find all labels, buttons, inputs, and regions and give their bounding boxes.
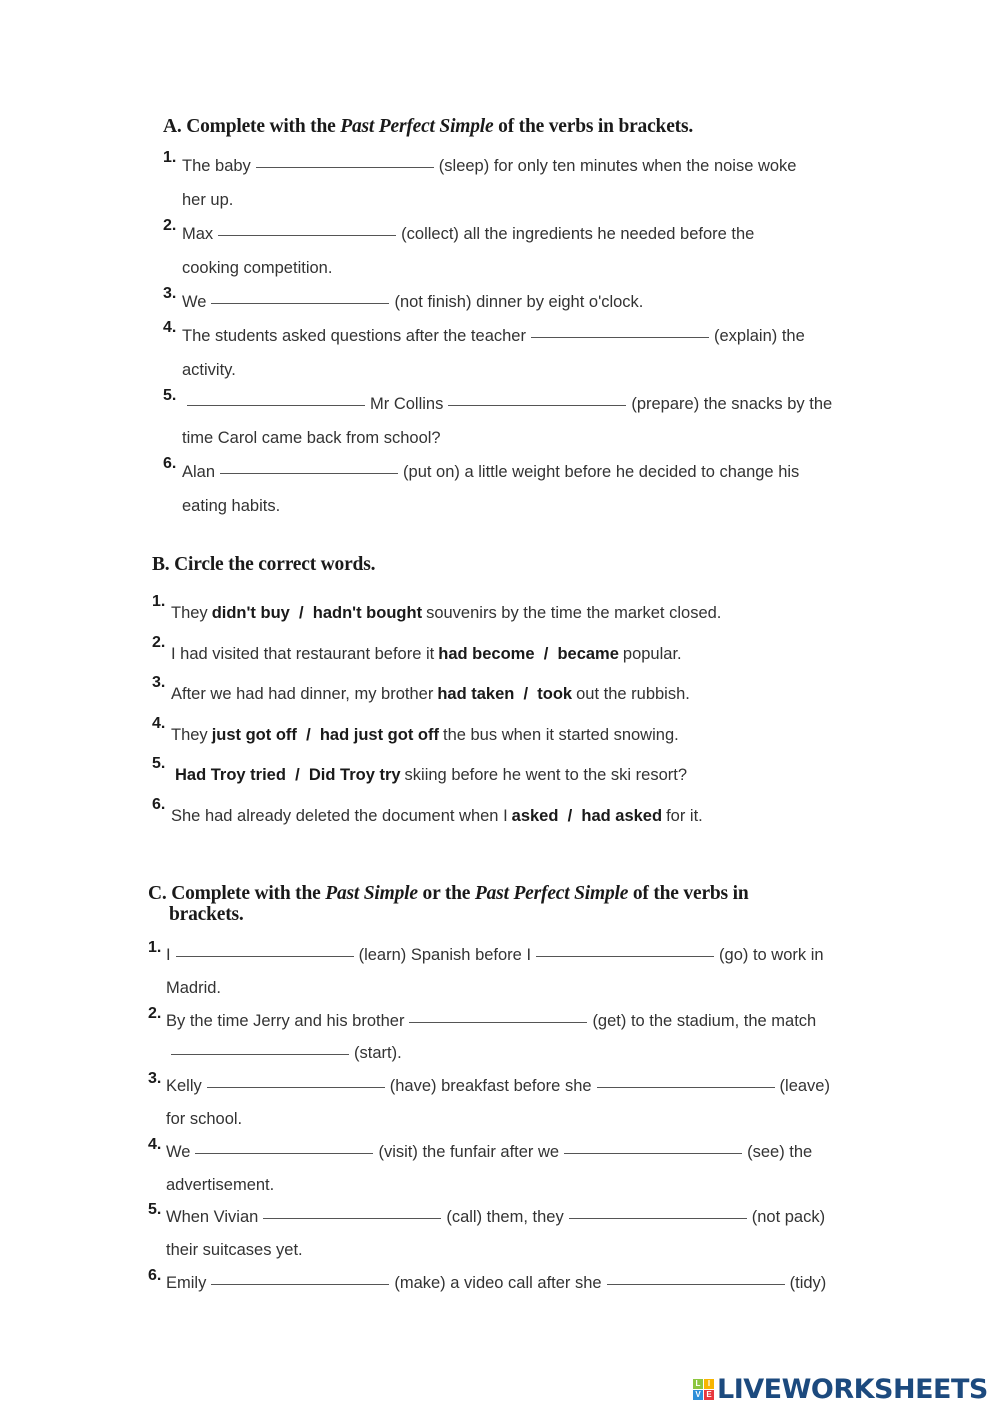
item-number: 2.	[148, 1004, 162, 1022]
item-text: Alan	[182, 463, 216, 481]
exercise-item	[163, 285, 832, 319]
exercise-item	[148, 1201, 830, 1267]
item-text: (tidy)	[789, 1273, 827, 1292]
item-line	[148, 972, 830, 1005]
exercise-item	[163, 149, 832, 217]
item-line	[152, 593, 721, 634]
word-choice-option[interactable]: Had Troy tried / Did Troy try	[175, 766, 401, 785]
item-line	[163, 421, 832, 455]
exercise-item	[152, 593, 721, 634]
item-text: (leave)	[779, 1077, 830, 1096]
answer-blank-input[interactable]	[569, 1217, 747, 1219]
heading-italic: Past Perfect Simple	[340, 116, 494, 137]
item-line	[148, 1169, 830, 1202]
item-line	[163, 319, 832, 353]
answer-blank-input[interactable]	[263, 1217, 441, 1219]
item-number: 6.	[148, 1266, 162, 1284]
heading-text: A. Complete with the	[163, 116, 341, 137]
item-number: 3.	[152, 674, 166, 692]
item-number: 5.	[163, 387, 177, 404]
item-text: They	[171, 725, 208, 744]
answer-blank-input[interactable]	[211, 302, 389, 304]
answer-blank-input[interactable]	[211, 1283, 389, 1285]
item-text: She had already deleted the document when I	[171, 806, 508, 825]
item-text: Mr Collins	[370, 395, 444, 413]
word-choice-option[interactable]: had taken / took	[437, 685, 573, 704]
item-line	[148, 1234, 830, 1267]
item-line	[152, 674, 721, 715]
item-line	[163, 489, 832, 523]
item-text: advertisement.	[166, 1175, 275, 1194]
item-line	[148, 1037, 830, 1070]
item-line	[163, 387, 832, 421]
heading-text: of the verbs in brackets.	[493, 116, 694, 137]
item-line	[163, 251, 832, 285]
item-line	[148, 1201, 830, 1234]
liveworksheets-logo	[693, 1374, 988, 1405]
item-text: (make) a video call after she	[394, 1273, 602, 1292]
item-text: Kelly	[166, 1077, 202, 1096]
item-number: 1.	[152, 593, 166, 610]
answer-blank-input[interactable]	[207, 1086, 385, 1088]
item-number: 4.	[152, 714, 166, 732]
section-c-heading	[148, 883, 830, 925]
item-text: (see) the	[747, 1142, 813, 1161]
answer-blank-input[interactable]	[536, 955, 714, 957]
item-line	[148, 1267, 830, 1300]
logo-tile: I	[704, 1379, 714, 1389]
section-b-heading: B. Circle the correct words.	[152, 554, 376, 575]
item-text: (collect) all the ingredients he needed before the	[401, 225, 755, 243]
item-line	[148, 1005, 830, 1038]
item-text: They	[171, 604, 208, 622]
item-text: for school.	[166, 1109, 243, 1128]
item-number: 1.	[148, 939, 162, 956]
item-text: (not pack)	[751, 1208, 826, 1227]
heading-text: C. Complete with the	[148, 883, 326, 904]
item-number: 4.	[163, 319, 177, 336]
item-line	[148, 1103, 830, 1136]
item-text: (go) to work in	[719, 946, 824, 964]
item-text: The students asked questions after the teacher	[182, 327, 526, 345]
item-text: skiing before he went to the ski resort?	[404, 766, 688, 785]
section-c	[148, 883, 830, 1300]
item-text: activity.	[182, 361, 236, 379]
exercise-item	[148, 1005, 830, 1071]
exercise-item	[148, 1070, 830, 1136]
section-a-heading	[163, 116, 832, 138]
heading-italic: Past Perfect Simple	[474, 883, 629, 904]
item-text: When Vivian	[166, 1208, 259, 1227]
answer-blank-input[interactable]	[607, 1283, 785, 1285]
answer-blank-input[interactable]	[195, 1152, 373, 1154]
item-text: (visit) the funfair after we	[378, 1142, 560, 1161]
item-text: (sleep) for only ten minutes when the noise woke	[438, 157, 797, 175]
answer-blank-input[interactable]	[564, 1152, 742, 1154]
item-text: The baby	[182, 157, 251, 175]
item-line	[163, 455, 832, 489]
item-number: 5.	[148, 1201, 162, 1219]
exercise-item	[163, 387, 832, 455]
item-text: Emily	[166, 1273, 207, 1292]
exercise-item	[163, 455, 832, 523]
item-text: popular.	[622, 644, 682, 663]
item-number: 4.	[148, 1135, 162, 1153]
logo-tiles-icon	[693, 1379, 714, 1400]
item-line	[152, 755, 721, 796]
item-text: out the rubbish.	[576, 685, 690, 704]
item-line	[148, 1136, 830, 1169]
section-a	[163, 116, 832, 523]
answer-blank-input[interactable]	[531, 336, 709, 338]
exercise-item	[152, 755, 721, 796]
item-text: (get) to the stadium, the match	[592, 1011, 817, 1030]
exercise-item	[152, 715, 721, 756]
item-line	[163, 285, 832, 319]
logo-tile: L	[693, 1379, 703, 1389]
item-number: 5.	[152, 755, 166, 773]
exercise-item	[163, 319, 832, 387]
item-text: (put on) a little weight before he decided to change his	[403, 463, 800, 481]
answer-blank-input[interactable]	[220, 472, 398, 474]
item-number: 1.	[163, 149, 177, 166]
item-text: souvenirs by the time the market closed.	[426, 604, 722, 622]
item-number: 3.	[148, 1070, 162, 1088]
section-b	[152, 554, 721, 837]
word-choice-option[interactable]: just got off / had just got off	[211, 725, 439, 744]
exercise-item	[152, 674, 721, 715]
item-text: Madrid.	[166, 978, 222, 997]
heading-text: or the	[417, 883, 475, 904]
item-text: By the time Jerry and his brother	[166, 1011, 405, 1030]
heading-text: brackets.	[169, 904, 244, 925]
item-text: cooking competition.	[182, 259, 333, 277]
item-text: (learn) Spanish before I	[358, 946, 532, 964]
logo-text: LIVEWORKSHEETS	[717, 1374, 988, 1405]
item-number: 2.	[152, 633, 166, 651]
exercise-item	[152, 796, 721, 837]
exercise-item	[163, 217, 832, 285]
item-number: 6.	[163, 455, 177, 472]
item-text: her up.	[182, 191, 234, 209]
item-text: (call) them, they	[446, 1208, 564, 1227]
item-text: (prepare) the snacks by the	[631, 395, 833, 413]
item-text: eating habits.	[182, 497, 281, 515]
item-text: for it.	[666, 806, 703, 825]
item-line	[163, 217, 832, 251]
exercise-item	[148, 939, 830, 1005]
item-line	[148, 939, 830, 972]
exercise-item	[152, 634, 721, 675]
heading-text: of the verbs in	[628, 883, 749, 904]
item-text: (not finish) dinner by eight o'clock.	[394, 293, 644, 311]
item-number: 2.	[163, 217, 177, 234]
item-text: their suitcases yet.	[166, 1241, 303, 1260]
answer-blank-input[interactable]	[409, 1021, 587, 1023]
item-text: We	[166, 1142, 191, 1161]
exercise-item	[148, 1267, 830, 1300]
item-line	[152, 715, 721, 756]
item-line	[152, 634, 721, 675]
logo-tile: E	[704, 1390, 714, 1400]
item-number: 3.	[163, 285, 177, 302]
item-text: Max	[182, 225, 214, 243]
answer-blank-input[interactable]	[171, 1053, 349, 1055]
item-line	[163, 353, 832, 387]
item-number: 6.	[152, 795, 166, 813]
item-text: time Carol came back from school?	[182, 429, 441, 447]
item-text: (explain) the	[713, 327, 805, 345]
answer-blank-input[interactable]	[218, 234, 396, 236]
heading-italic: Past Simple	[325, 883, 418, 904]
exercise-item	[148, 1136, 830, 1202]
item-text: After we had had dinner, my brother	[171, 685, 434, 704]
answer-blank-input[interactable]	[448, 404, 626, 406]
answer-blank-input[interactable]	[176, 955, 354, 957]
item-text: I had visited that restaurant before it	[171, 644, 435, 663]
item-text: We	[182, 293, 207, 311]
item-line	[163, 149, 832, 183]
word-choice-option[interactable]: asked / had asked	[511, 806, 663, 825]
answer-blank-input[interactable]	[187, 404, 365, 406]
answer-blank-input[interactable]	[597, 1086, 775, 1088]
word-choice-option[interactable]: didn't buy / hadn't bought	[211, 604, 423, 622]
item-line	[163, 183, 832, 217]
answer-blank-input[interactable]	[256, 166, 434, 168]
item-text: (have) breakfast before she	[389, 1077, 592, 1096]
item-text: the bus when it started snowing.	[442, 725, 679, 744]
logo-tile: V	[693, 1390, 703, 1400]
item-line	[152, 796, 721, 837]
item-line	[148, 1070, 830, 1103]
item-text: (start).	[354, 1044, 402, 1063]
item-text: I	[166, 946, 171, 964]
word-choice-option[interactable]: had become / became	[438, 644, 619, 663]
